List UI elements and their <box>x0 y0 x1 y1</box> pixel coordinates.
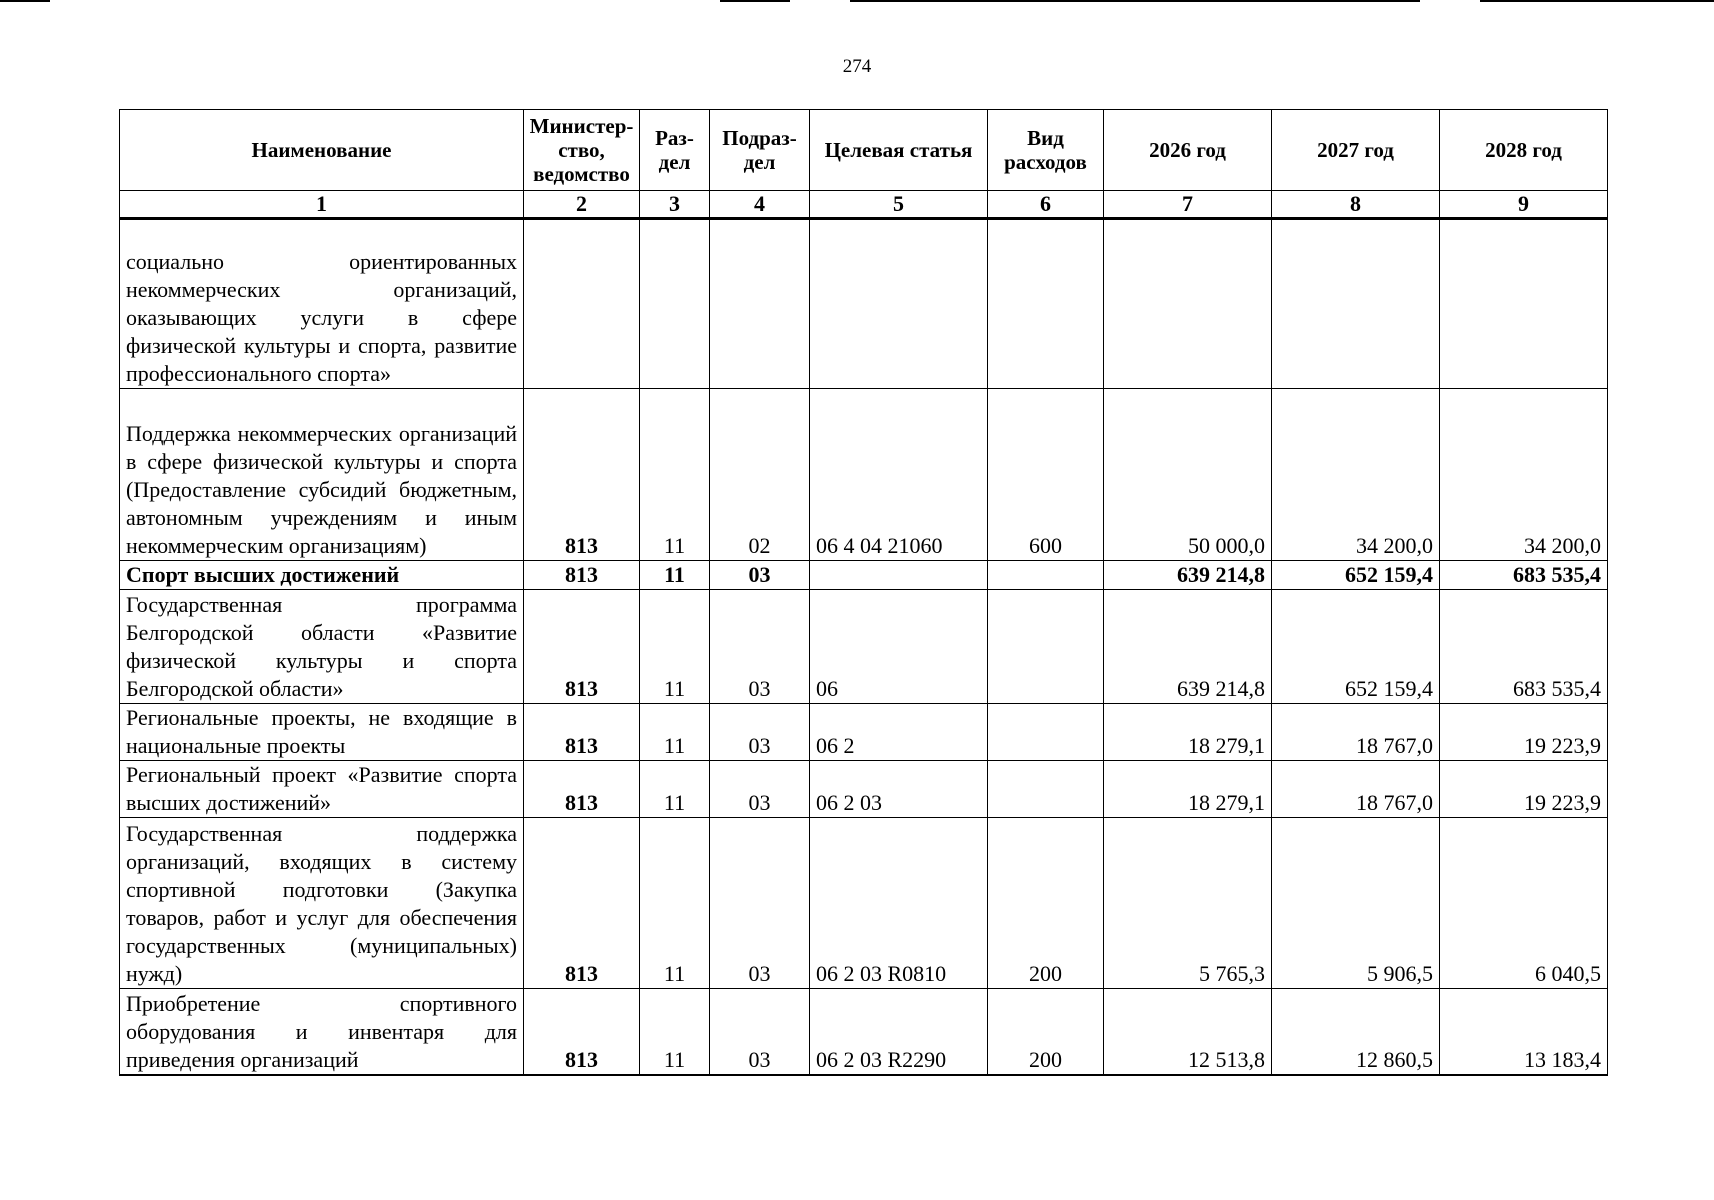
header-expense-type: Вид расходов <box>988 110 1104 191</box>
row-2026: 18 279,1 <box>1104 761 1272 818</box>
table-row <box>120 590 1608 704</box>
row-2027: 652 159,4 <box>1272 590 1440 704</box>
column-number: 1 <box>120 191 524 219</box>
table-row <box>120 989 1608 1075</box>
column-number-row <box>120 191 1608 219</box>
row-section <box>640 219 710 389</box>
row-2028: 13 183,4 <box>1440 989 1608 1075</box>
row-subsection: 02 <box>710 389 810 561</box>
column-number: 6 <box>988 191 1104 219</box>
row-subsection: 03 <box>710 761 810 818</box>
scan-edge-line <box>720 0 790 2</box>
row-expense-type <box>988 761 1104 818</box>
row-2027 <box>1272 219 1440 389</box>
row-ministry: 813 <box>524 761 640 818</box>
header-subsection: Подраз-дел <box>710 110 810 191</box>
row-expense-type: 600 <box>988 389 1104 561</box>
header-section: Раз-дел <box>640 110 710 191</box>
row-subsection <box>710 219 810 389</box>
row-ministry: 813 <box>524 389 640 561</box>
column-number: 2 <box>524 191 640 219</box>
row-2027: 18 767,0 <box>1272 761 1440 818</box>
table-body <box>120 219 1608 1075</box>
row-2026: 639 214,8 <box>1104 561 1272 590</box>
column-number: 3 <box>640 191 710 219</box>
row-name: Приобретение спортивного оборудования и инвентаря для приведения организаций <box>120 989 524 1075</box>
row-2028: 34 200,0 <box>1440 389 1608 561</box>
table-row <box>120 219 1608 389</box>
row-name: Региональный проект «Развитие спорта высших достижений» <box>120 761 524 818</box>
row-target: 06 2 03 R0810 <box>810 818 988 989</box>
row-2028: 683 535,4 <box>1440 590 1608 704</box>
row-target: 06 2 03 R2290 <box>810 989 988 1075</box>
header-2026: 2026 год <box>1104 110 1272 191</box>
row-expense-type: 200 <box>988 989 1104 1075</box>
row-name: Государственная поддержка организаций, входящих в систему спортивной подготовки (Закупка товаров, работ и услуг для обеспечения государственных (муниципальных) нужд) <box>120 818 524 989</box>
row-target: 06 <box>810 590 988 704</box>
row-target: 06 4 04 21060 <box>810 389 988 561</box>
row-section: 11 <box>640 389 710 561</box>
table-row <box>120 561 1608 590</box>
row-2027: 18 767,0 <box>1272 704 1440 761</box>
row-subsection: 03 <box>710 989 810 1075</box>
row-2026: 18 279,1 <box>1104 704 1272 761</box>
row-name: Поддержка некоммерческих организаций в сфере физической культуры и спорта (Предоставление субсидий бюджетным, автономным учреждениям и иным некоммерческим организациям) <box>120 389 524 561</box>
table-header-row <box>120 110 1608 191</box>
header-ministry: Министер-ство, ведомство <box>524 110 640 191</box>
row-ministry <box>524 219 640 389</box>
row-target <box>810 561 988 590</box>
row-expense-type: 200 <box>988 818 1104 989</box>
column-number: 7 <box>1104 191 1272 219</box>
row-name: Региональные проекты, не входящие в национальные проекты <box>120 704 524 761</box>
row-2028: 6 040,5 <box>1440 818 1608 989</box>
row-target: 06 2 <box>810 704 988 761</box>
row-2027: 34 200,0 <box>1272 389 1440 561</box>
table-row <box>120 704 1608 761</box>
budget-table <box>119 109 1608 1076</box>
row-2026: 50 000,0 <box>1104 389 1272 561</box>
row-2027: 652 159,4 <box>1272 561 1440 590</box>
row-2028: 19 223,9 <box>1440 704 1608 761</box>
row-2026: 12 513,8 <box>1104 989 1272 1075</box>
row-name: социально ориентированных некоммерческих организаций, оказывающих услуги в сфере физической культуры и спорта, развитие профессионального спорта» <box>120 219 524 389</box>
table-row <box>120 761 1608 818</box>
row-subsection: 03 <box>710 818 810 989</box>
row-name: Государственная программа Белгородской области «Развитие физической культуры и спорта Белгородской области» <box>120 590 524 704</box>
header-name: Наименование <box>120 110 524 191</box>
row-expense-type <box>988 704 1104 761</box>
page-number: 274 <box>842 56 872 77</box>
row-2028 <box>1440 219 1608 389</box>
row-2028: 19 223,9 <box>1440 761 1608 818</box>
row-target: 06 2 03 <box>810 761 988 818</box>
column-number: 8 <box>1272 191 1440 219</box>
row-target <box>810 219 988 389</box>
row-2026: 639 214,8 <box>1104 590 1272 704</box>
row-2027: 12 860,5 <box>1272 989 1440 1075</box>
row-section: 11 <box>640 561 710 590</box>
row-section: 11 <box>640 704 710 761</box>
row-section: 11 <box>640 590 710 704</box>
row-ministry: 813 <box>524 561 640 590</box>
scan-edge-line <box>850 0 1420 2</box>
row-section: 11 <box>640 989 710 1075</box>
scan-edge-line <box>1480 0 1714 2</box>
row-ministry: 813 <box>524 818 640 989</box>
row-subsection: 03 <box>710 561 810 590</box>
row-expense-type <box>988 561 1104 590</box>
row-2026 <box>1104 219 1272 389</box>
header-target: Целевая статья <box>810 110 988 191</box>
row-expense-type <box>988 219 1104 389</box>
column-number: 4 <box>710 191 810 219</box>
row-subsection: 03 <box>710 704 810 761</box>
table-row <box>120 818 1608 989</box>
column-number: 5 <box>810 191 988 219</box>
row-2028: 683 535,4 <box>1440 561 1608 590</box>
header-2028: 2028 год <box>1440 110 1608 191</box>
header-2027: 2027 год <box>1272 110 1440 191</box>
scan-edge-line <box>0 0 50 2</box>
row-section: 11 <box>640 818 710 989</box>
row-ministry: 813 <box>524 590 640 704</box>
row-expense-type <box>988 590 1104 704</box>
row-name: Спорт высших достижений <box>120 561 524 590</box>
row-2026: 5 765,3 <box>1104 818 1272 989</box>
column-number: 9 <box>1440 191 1608 219</box>
row-ministry: 813 <box>524 704 640 761</box>
row-section: 11 <box>640 761 710 818</box>
row-2027: 5 906,5 <box>1272 818 1440 989</box>
row-subsection: 03 <box>710 590 810 704</box>
row-ministry: 813 <box>524 989 640 1075</box>
table-row <box>120 389 1608 561</box>
